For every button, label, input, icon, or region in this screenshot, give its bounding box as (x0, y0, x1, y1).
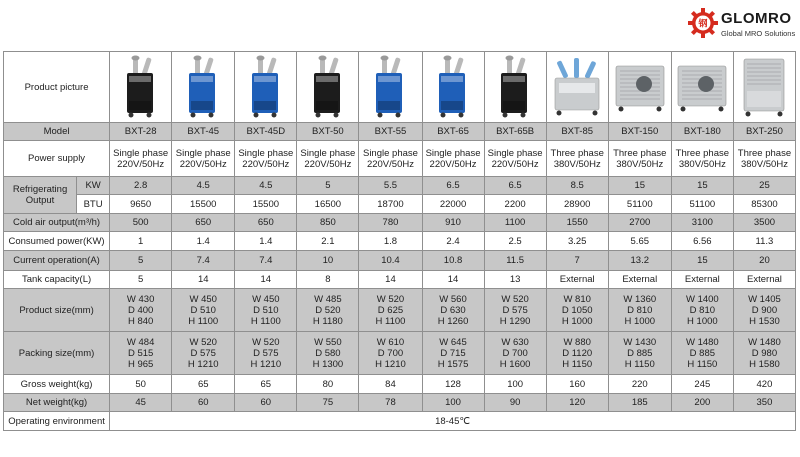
tank-cell: External (608, 271, 671, 289)
consumed-cell: 2.4 (422, 232, 484, 251)
kw-cell: 5 (297, 177, 359, 195)
spot-cooler-image (367, 55, 413, 119)
tank-cell: 14 (422, 271, 484, 289)
power-phase: Single phase (300, 147, 356, 159)
kw-cell: 2.8 (110, 177, 172, 195)
brand-tagline: Global MRO Solutions (721, 29, 796, 38)
size-height: H 1000 (561, 315, 593, 327)
size-width: W 810 (563, 293, 591, 305)
net-weight-cell: 60 (172, 394, 235, 412)
power-voltage: 220V/50Hz (304, 158, 352, 170)
operating-environment-value: 18-45℃ (110, 412, 796, 431)
pack-depth: D 980 (751, 347, 778, 359)
btu-cell: 18700 (359, 195, 422, 214)
kw-cell: 15 (671, 177, 733, 195)
kw-cell: 15 (608, 177, 671, 195)
row-tank-capacity (4, 271, 796, 289)
product-picture (546, 52, 608, 123)
gear-logo-icon (688, 8, 718, 38)
size-height: H 1000 (624, 315, 656, 327)
model-cell: BXT-45D (235, 123, 297, 141)
spot-cooler-image (118, 55, 164, 119)
size-height: H 1100 (250, 315, 281, 327)
btu-cell: 15500 (172, 195, 235, 214)
label-refrigerating-output: Refrigerating Output (4, 177, 77, 214)
label-product-size: Product size(mm) (4, 289, 110, 332)
size-width: W 450 (189, 293, 217, 305)
product-picture (297, 52, 359, 123)
gross-weight-cell: 420 (733, 375, 795, 394)
consumed-cell: 1.4 (235, 232, 297, 251)
net-weight-cell: 350 (733, 394, 795, 412)
row-net-weight (4, 394, 796, 412)
btu-cell: 28900 (546, 195, 608, 214)
product-size-cell (546, 289, 608, 332)
spot-cooler-image (430, 55, 476, 119)
model-cell: BXT-55 (359, 123, 422, 141)
power-voltage: 220V/50Hz (429, 158, 477, 170)
power-voltage: 220V/50Hz (179, 158, 227, 170)
pack-depth: D 580 (315, 347, 341, 359)
kw-cell: 6.5 (422, 177, 484, 195)
cold-air-cell: 780 (359, 214, 422, 232)
size-width: W 520 (501, 293, 529, 305)
pack-depth: D 700 (502, 347, 528, 359)
btu-cell: 85300 (733, 195, 795, 214)
row-gross-weight (4, 375, 796, 394)
model-cell: BXT-65B (484, 123, 546, 141)
current-cell: 7.4 (235, 251, 297, 271)
current-cell: 7.4 (172, 251, 235, 271)
pack-width: W 550 (314, 336, 342, 348)
label-product-picture: Product picture (4, 52, 110, 123)
power-supply-cell (297, 141, 359, 177)
tank-cell: 5 (110, 271, 172, 289)
product-size-cell (110, 289, 172, 332)
model-cell: BXT-50 (297, 123, 359, 141)
kw-cell: 6.5 (484, 177, 546, 195)
cold-air-cell: 1550 (546, 214, 608, 232)
power-voltage: 380V/50Hz (740, 158, 788, 170)
pack-width: W 1480 (748, 336, 781, 348)
consumed-cell: 1.4 (172, 232, 235, 251)
product-picture (484, 52, 546, 123)
row-power-supply (4, 141, 796, 177)
power-phase: Single phase (425, 147, 481, 159)
row-product-size (4, 289, 796, 332)
power-phase: Three phase (737, 147, 792, 159)
label-kw: KW (77, 177, 110, 195)
cold-air-cell: 3500 (733, 214, 795, 232)
gross-weight-cell: 245 (671, 375, 733, 394)
row-consumed-power (4, 232, 796, 251)
pack-width: W 1430 (623, 336, 657, 348)
row-operating-environment (4, 412, 796, 431)
size-width: W 560 (439, 293, 467, 305)
packing-size-cell (235, 332, 297, 375)
spot-cooler-image (305, 55, 351, 119)
power-voltage: 380V/50Hz (616, 158, 664, 170)
row-current-operation (4, 251, 796, 271)
gross-weight-cell: 100 (484, 375, 546, 394)
label-current-operation: Current operation(A) (4, 251, 110, 271)
btu-cell: 2200 (484, 195, 546, 214)
packing-size-cell (297, 332, 359, 375)
power-supply-cell (172, 141, 235, 177)
power-supply-cell (546, 141, 608, 177)
pack-width: W 645 (439, 336, 467, 348)
power-supply-cell (484, 141, 546, 177)
pack-height: H 1300 (312, 358, 344, 370)
product-picture (172, 52, 235, 123)
size-height: H 1290 (499, 315, 531, 327)
size-depth: D 900 (751, 304, 778, 316)
row-refrigerating-kw (4, 177, 796, 195)
power-phase: Three phase (550, 147, 604, 159)
product-picture (235, 52, 297, 123)
packing-size-cell (484, 332, 546, 375)
net-weight-cell: 185 (608, 394, 671, 412)
gross-weight-cell: 80 (297, 375, 359, 394)
spot-cooler-image (736, 55, 792, 119)
power-phase: Single phase (362, 147, 418, 159)
tank-cell: 8 (297, 271, 359, 289)
packing-size-cell (671, 332, 733, 375)
label-tank-capacity: Tank capacity(L) (4, 271, 110, 289)
pack-width: W 520 (189, 336, 217, 348)
model-cell: BXT-85 (546, 123, 608, 141)
size-width: W 430 (126, 293, 155, 305)
size-width: W 450 (252, 293, 280, 305)
current-cell: 20 (733, 251, 795, 271)
tank-cell: External (671, 271, 733, 289)
packing-size-cell (172, 332, 235, 375)
kw-cell: 5.5 (359, 177, 422, 195)
power-phase: Single phase (175, 147, 231, 159)
consumed-cell: 3.25 (546, 232, 608, 251)
packing-size-cell (733, 332, 795, 375)
net-weight-cell: 200 (671, 394, 733, 412)
consumed-cell: 6.56 (671, 232, 733, 251)
product-size-cell (608, 289, 671, 332)
pack-depth: D 515 (127, 347, 154, 359)
packing-size-cell (422, 332, 484, 375)
model-cell: BXT-45 (172, 123, 235, 141)
product-size-cell (172, 289, 235, 332)
size-width: W 1360 (623, 293, 657, 305)
tank-cell: 13 (484, 271, 546, 289)
power-supply-cell (422, 141, 484, 177)
size-depth: D 810 (689, 304, 716, 316)
net-weight-cell: 75 (297, 394, 359, 412)
size-depth: D 400 (127, 304, 154, 316)
size-width: W 1405 (748, 293, 781, 305)
net-weight-cell: 60 (235, 394, 297, 412)
size-height: H 1180 (312, 315, 343, 327)
net-weight-cell: 100 (422, 394, 484, 412)
cold-air-cell: 1100 (484, 214, 546, 232)
size-width: W 1400 (685, 293, 719, 305)
power-voltage: 380V/50Hz (553, 158, 601, 170)
power-phase: Three phase (613, 147, 667, 159)
spec-table (3, 51, 796, 431)
size-height: H 1000 (687, 315, 718, 327)
label-model: Model (4, 123, 110, 141)
pack-height: H 1150 (687, 358, 718, 370)
cold-air-cell: 910 (422, 214, 484, 232)
spot-cooler-image (180, 55, 226, 119)
pack-width: W 484 (126, 336, 155, 348)
row-refrigerating-btu (4, 195, 796, 214)
pack-width: W 610 (376, 336, 405, 348)
cold-air-cell: 650 (235, 214, 297, 232)
product-size-cell (235, 289, 297, 332)
btu-cell: 51100 (608, 195, 671, 214)
size-depth: D 510 (190, 304, 216, 316)
packing-size-cell (110, 332, 172, 375)
model-cell: BXT-150 (608, 123, 671, 141)
model-cell: BXT-28 (110, 123, 172, 141)
power-supply-cell (235, 141, 297, 177)
label-consumed-power: Consumed power(KW) (4, 232, 110, 251)
pack-height: H 1210 (187, 358, 219, 370)
net-weight-cell: 90 (484, 394, 546, 412)
size-height: H 1100 (375, 315, 406, 327)
gross-weight-cell: 84 (359, 375, 422, 394)
gross-weight-cell: 65 (172, 375, 235, 394)
kw-cell: 4.5 (235, 177, 297, 195)
power-supply-cell (359, 141, 422, 177)
current-cell: 10.4 (359, 251, 422, 271)
pack-height: H 1580 (749, 358, 780, 370)
power-voltage: 380V/50Hz (678, 158, 726, 170)
power-voltage: 220V/50Hz (117, 158, 165, 170)
packing-size-cell (546, 332, 608, 375)
pack-width: W 520 (252, 336, 280, 348)
label-btu: BTU (77, 195, 110, 214)
product-picture (608, 52, 671, 123)
kw-cell: 25 (733, 177, 795, 195)
power-voltage: 220V/50Hz (366, 158, 414, 170)
product-size-cell (359, 289, 422, 332)
current-cell: 10.8 (422, 251, 484, 271)
pack-depth: D 575 (190, 347, 216, 359)
pack-height: H 1210 (250, 358, 282, 370)
consumed-cell: 11.3 (733, 232, 795, 251)
consumed-cell: 2.1 (297, 232, 359, 251)
consumed-cell: 1.8 (359, 232, 422, 251)
tank-cell: External (546, 271, 608, 289)
size-height: H 1260 (437, 315, 469, 327)
spot-cooler-image (612, 56, 668, 118)
pack-depth: D 715 (440, 347, 466, 359)
btu-cell: 9650 (110, 195, 172, 214)
product-picture (422, 52, 484, 123)
cold-air-cell: 2700 (608, 214, 671, 232)
label-operating-environment: Operating environment (4, 412, 110, 431)
brand-logo (688, 6, 796, 44)
tank-cell: 14 (359, 271, 422, 289)
size-height: H 1530 (749, 315, 780, 327)
btu-cell: 51100 (671, 195, 733, 214)
label-gross-weight: Gross weight(kg) (4, 375, 110, 394)
tank-cell: 14 (235, 271, 297, 289)
product-size-cell (484, 289, 546, 332)
pack-height: H 1150 (624, 358, 655, 370)
pack-width: W 880 (563, 336, 591, 348)
spot-cooler-image (674, 56, 730, 118)
model-cell: BXT-180 (671, 123, 733, 141)
label-packing-size: Packing size(mm) (4, 332, 110, 375)
logo-mark-text: 钢 (698, 19, 708, 30)
pack-width: W 1480 (685, 336, 719, 348)
power-supply-cell (608, 141, 671, 177)
size-depth: D 575 (502, 304, 528, 316)
size-depth: D 520 (315, 304, 341, 316)
size-width: W 485 (314, 293, 342, 305)
pack-height: H 1210 (375, 358, 406, 370)
power-phase: Single phase (238, 147, 294, 159)
row-model (4, 123, 796, 141)
pack-height: H 965 (127, 358, 154, 370)
net-weight-cell: 78 (359, 394, 422, 412)
current-cell: 5 (110, 251, 172, 271)
power-voltage: 220V/50Hz (242, 158, 290, 170)
cold-air-cell: 850 (297, 214, 359, 232)
current-cell: 13.2 (608, 251, 671, 271)
gross-weight-cell: 128 (422, 375, 484, 394)
power-phase: Single phase (487, 147, 543, 159)
size-depth: D 810 (627, 304, 653, 316)
btu-cell: 22000 (422, 195, 484, 214)
row-cold-air-output (4, 214, 796, 232)
tank-cell: 14 (172, 271, 235, 289)
pack-height: H 1150 (562, 358, 593, 370)
label-net-weight: Net weight(kg) (4, 394, 110, 412)
size-width: W 520 (376, 293, 405, 305)
pack-height: H 1575 (437, 358, 469, 370)
power-supply-cell (733, 141, 795, 177)
product-size-cell (297, 289, 359, 332)
size-depth: D 1050 (561, 304, 593, 316)
spot-cooler-image (549, 56, 605, 118)
pack-depth: D 575 (253, 347, 279, 359)
product-picture (671, 52, 733, 123)
size-height: H 840 (127, 315, 154, 327)
product-picture (110, 52, 172, 123)
current-cell: 10 (297, 251, 359, 271)
cold-air-cell: 3100 (671, 214, 733, 232)
spot-cooler-image (243, 55, 289, 119)
cold-air-cell: 500 (110, 214, 172, 232)
btu-cell: 15500 (235, 195, 297, 214)
power-supply-cell (110, 141, 172, 177)
net-weight-cell: 45 (110, 394, 172, 412)
model-cell: BXT-250 (733, 123, 795, 141)
gross-weight-cell: 65 (235, 375, 297, 394)
kw-cell: 4.5 (172, 177, 235, 195)
model-cell: BXT-65 (422, 123, 484, 141)
consumed-cell: 1 (110, 232, 172, 251)
kw-cell: 8.5 (546, 177, 608, 195)
pack-height: H 1600 (499, 358, 531, 370)
gross-weight-cell: 220 (608, 375, 671, 394)
net-weight-cell: 120 (546, 394, 608, 412)
label-power-supply: Power supply (4, 141, 110, 177)
current-cell: 15 (671, 251, 733, 271)
pack-width: W 630 (501, 336, 529, 348)
product-picture (359, 52, 422, 123)
pack-depth: D 1120 (562, 347, 593, 359)
pack-depth: D 885 (627, 347, 653, 359)
tank-cell: External (733, 271, 795, 289)
power-supply-cell (671, 141, 733, 177)
current-cell: 11.5 (484, 251, 546, 271)
size-height: H 1100 (188, 315, 219, 327)
current-cell: 7 (546, 251, 608, 271)
label-cold-air-output: Cold air output(m³/h) (4, 214, 110, 232)
packing-size-cell (359, 332, 422, 375)
size-depth: D 625 (377, 304, 404, 316)
power-voltage: 220V/50Hz (491, 158, 539, 170)
size-depth: D 510 (253, 304, 279, 316)
row-packing-size (4, 332, 796, 375)
product-size-cell (733, 289, 795, 332)
pack-depth: D 885 (689, 347, 716, 359)
gross-weight-cell: 160 (546, 375, 608, 394)
power-phase: Single phase (113, 147, 169, 159)
spot-cooler-image (492, 55, 538, 119)
size-depth: D 630 (440, 304, 466, 316)
product-picture (733, 52, 795, 123)
brand-name: GLOMRO (721, 10, 792, 27)
packing-size-cell (608, 332, 671, 375)
row-product-picture (4, 52, 796, 123)
gross-weight-cell: 50 (110, 375, 172, 394)
consumed-cell: 5.65 (608, 232, 671, 251)
product-size-cell (422, 289, 484, 332)
product-size-cell (671, 289, 733, 332)
power-phase: Three phase (675, 147, 730, 159)
btu-cell: 16500 (297, 195, 359, 214)
cold-air-cell: 650 (172, 214, 235, 232)
pack-depth: D 700 (377, 347, 404, 359)
consumed-cell: 2.5 (484, 232, 546, 251)
